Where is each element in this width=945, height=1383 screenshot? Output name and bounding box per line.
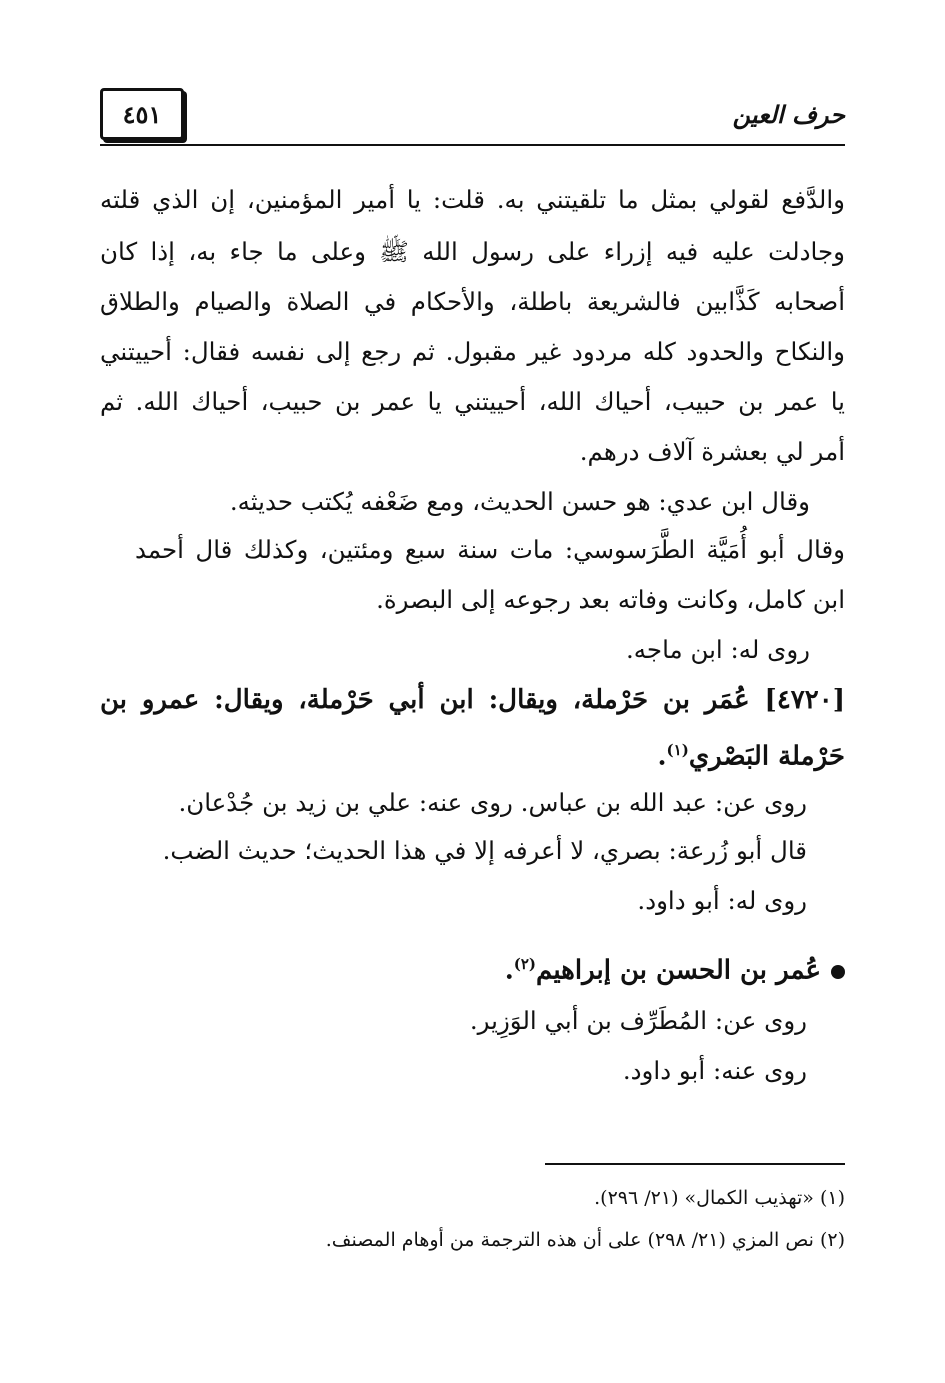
footnote-ref: (٢): [513, 955, 537, 973]
header-rule: [100, 144, 845, 146]
text-line: روى عن: عبد الله بن عباس. روى عنه: علي بن زيد بن جُدْعان.: [178, 788, 807, 817]
page-header: [100, 88, 845, 148]
page-number: ٤٥١: [122, 99, 162, 129]
text-line: روى عنه: أبو داود.: [622, 1056, 807, 1085]
page-number-box: [100, 88, 184, 140]
text-line: يا عمر بن حبيب، أحياك الله، أحييتني يا عمر بن حبيب، أحياك الله. ثم: [100, 387, 845, 416]
entry-heading-text: حَرْملة البَصْري: [688, 741, 845, 772]
ibn-adi-line: وقال ابن عدي: هو حسن الحديث، ومع ضَعْفه يُكتب حديثه.: [229, 487, 810, 516]
footnote: (١) «تهذيب الكمال» (٢١/ ٢٩٦).: [594, 1187, 845, 1209]
text-line: والنكاح والحدود كله مردود غير مقبول. ثم رجع إلى نفسه فقال: أحييتني: [100, 337, 845, 366]
rawa-lahu-line: روى له: ابن ماجه.: [626, 635, 810, 664]
entry-heading-line-2: حَرْملة البَصْري$^{(١)}$.: [657, 741, 845, 772]
text-line: والدَّفع لقولي بمثل ما تلقيتني به. قلت: يا أمير المؤمنين، إن الذي قلته: [100, 185, 845, 214]
text-line: روى عن: المُطَرِّف بن أبي الوَزِير.: [469, 1006, 807, 1035]
footnote: (٢) نص المزي (٢١/ ٢٩٨) على أن هذه الترجمة من أوهام المصنف.: [325, 1229, 845, 1251]
bullet-icon: [831, 965, 845, 979]
running-head: حرف العين: [732, 100, 845, 129]
text-line: قال أبو زُرعة: بصري، لا أعرفه إلا في هذا الحديث؛ حديث الضب.: [162, 836, 807, 865]
text-line: ابن كامل، وكانت وفاته بعد رجوعه إلى البصرة.: [376, 585, 845, 614]
footnote-rule: [545, 1163, 845, 1165]
text-line: أمر لي بعشرة آلاف درهم.: [579, 437, 845, 466]
footnote-ref: (١): [666, 741, 689, 759]
text-line: وجادلت عليه فيه إزراء على رسول الله ﷺ وعلى ما جاء به، إذا كان: [100, 237, 845, 266]
text-line: وقال أبو أُمَيَّة الطَّرَسوسي: مات سنة سبع ومئتين، وكذلك قال أحمد: [135, 535, 845, 564]
entry-bullet-title: عُمر بن الحسن بن إبراهيم: [536, 955, 821, 986]
entry-bullet-heading: عُمر بن الحسن بن إبراهيم$^{(٢)}$.: [100, 944, 845, 991]
entry-heading-line: [٤٧٢٠] عُمَر بن حَرْملة، ويقال: ابن أبي حَرْملة، ويقال: عمرو بن: [100, 685, 845, 715]
text-line: أصحابه كَذَّابين فالشريعة باطلة، والأحكام في الصلاة والصيام والطلاق: [100, 287, 845, 316]
text-line: روى له: أبو داود.: [637, 886, 807, 915]
